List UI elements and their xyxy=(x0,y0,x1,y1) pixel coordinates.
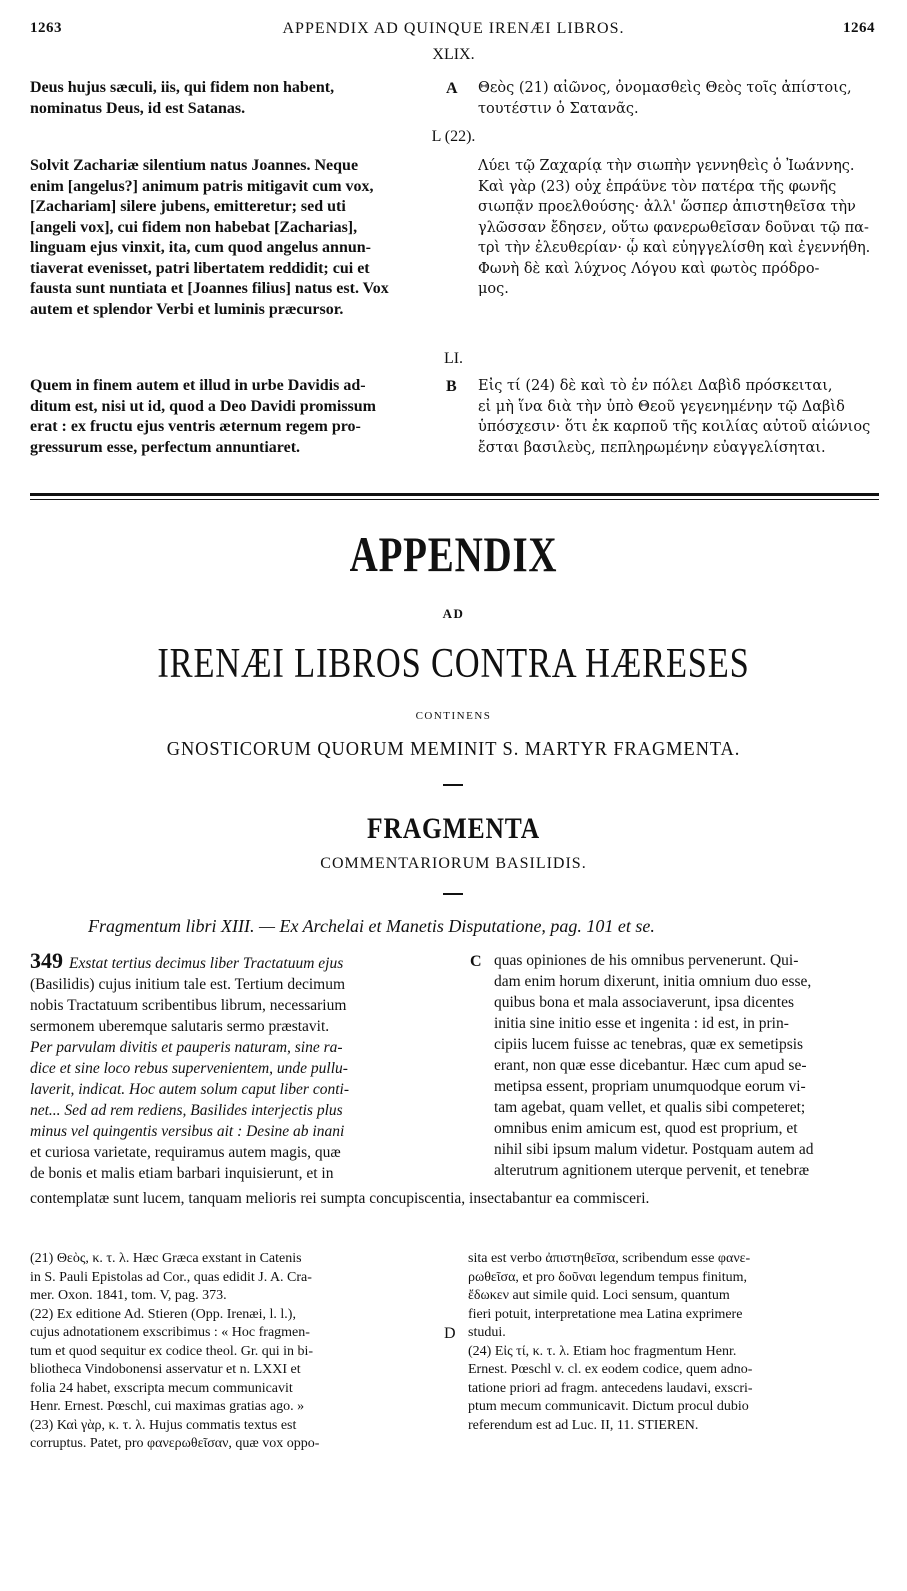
section-number: LI. xyxy=(443,350,464,367)
body-line: alterutrum agnitionem uterque pervenit, et tenebræ xyxy=(494,1162,810,1179)
body-line: cipiis lucem fuisse ac tenebras, quæ ex semetipsis xyxy=(494,1036,804,1053)
text-line: μος. xyxy=(478,281,509,297)
text-line: [Zachariam] silere jubens, emitteretur; sed uti xyxy=(30,198,346,215)
margin-marker: B xyxy=(446,378,457,395)
title-irenaei: IRENÆI LIBROS CONTRA HÆRESES xyxy=(157,641,750,687)
text-line: erat : ex fructu ejus ventris æternum regem pro- xyxy=(30,418,361,435)
body-line: laverit, indicat. Hoc autem solum caput liber conti- xyxy=(30,1081,349,1098)
title-dash-2 xyxy=(443,893,463,895)
text-line: τουτέστιν ὁ Σατανᾶς. xyxy=(478,100,639,117)
text-line: nominatus Deus, id est Satanas. xyxy=(30,99,246,117)
title-appendix: APPENDIX xyxy=(349,526,558,582)
text-line: autem et splendor Verbi et luminis præcursor. xyxy=(30,300,344,318)
text-line: ἔσται βασιλεὺς, πεπληρωμένην εὐαγγελίσηται. xyxy=(478,439,826,456)
section-number: L (22). xyxy=(431,128,476,145)
note-line: in S. Pauli Epistolas ad Cor., quas edidit J. A. Cra- xyxy=(30,1269,312,1285)
text-line: fausta sunt nuntiata et [Joannes filius] natus est. Vox xyxy=(30,280,389,297)
body-line: metipsa essent, propriam unumquodque eorum vi- xyxy=(494,1078,806,1095)
body-line: dam enim horum dixerunt, initia omnium duo esse, xyxy=(494,973,812,990)
text-line: ὑπόσχεσιν· ὅτι ἐκ καρποῦ τῆς κοιλίας αὐτοῦ αἰώνιος xyxy=(478,419,871,435)
note-line: studui. xyxy=(468,1325,506,1340)
fragmenta-block xyxy=(0,812,907,846)
running-title: APPENDIX AD QUINQUE IRENÆI LIBROS. xyxy=(282,20,625,37)
text-line: Θεὸς (21) αἰῶνος, ὀνομασθεὶς Θεὸς τοῖς ἀπίστοις, xyxy=(478,80,852,96)
double-rule-top xyxy=(30,493,879,496)
note-line: (23) Καὶ γὰρ, κ. τ. λ. Hujus commatis textus est xyxy=(30,1417,297,1433)
note-line: bliotheca Vindobonensi asservatur et n. LXXI et xyxy=(30,1362,301,1377)
body-line: quas opiniones de his omnibus pervenerunt. Qui- xyxy=(494,952,799,969)
section-greek xyxy=(478,78,878,119)
note-line: fieri potuit, interpretatione mea Latina exprimere xyxy=(468,1306,743,1322)
body-left-column xyxy=(30,950,450,1184)
text-line: tiaverat evenisset, patri libertatem reddidit; cui et xyxy=(30,259,370,277)
body-line: erant, non quæ esse dicebantur. Hæc cum apud se- xyxy=(494,1057,807,1074)
note-line: ρωθεῖσα, et pro δοῦναι legendum tempus finitum, xyxy=(468,1269,748,1285)
page-number-left: 1263 xyxy=(30,20,62,36)
text-line: τρὶ τὴν ἐλευθερίαν· ᾧ καὶ εὐηγγελίσθη καὶ ἐγεννήθη. xyxy=(478,240,871,256)
note-line: sita est verbo ἀπιστηθεῖσα, scribendum esse φανε- xyxy=(468,1251,751,1266)
notes-margin-marker: D xyxy=(444,1325,456,1342)
body-line: omnibus enim amicum est, quod est proprium, et xyxy=(494,1120,798,1137)
title-fragmenta: FRAGMENTA xyxy=(367,812,540,845)
text-line: εἰ μὴ ἵνα διὰ τὴν ὑπὸ Θεοῦ γεγενημένην τῷ Δαβὶδ xyxy=(478,398,845,415)
body-margin-marker: C xyxy=(470,953,482,970)
section-latin xyxy=(30,78,440,119)
title-gnosticorum: GNOSTICORUM QUORUM MEMINIT S. MARTYR FRAGMENTA. xyxy=(166,738,741,760)
text-line: Deus hujus sæculi, iis, qui fidem non habent, xyxy=(30,79,335,96)
body-line: tam agebat, quam vellet, et qualis sibi competeret; xyxy=(494,1099,806,1116)
appendix-title xyxy=(0,525,907,583)
body-line: initia sine initio esse et ingenita : id est, in prin- xyxy=(494,1015,789,1032)
title-dash-1 xyxy=(443,784,463,786)
double-rule-bottom xyxy=(30,499,879,500)
title-continens: CONTINENS xyxy=(415,710,492,722)
text-line: gressurum esse, perfectum annuntiaret. xyxy=(30,438,301,456)
body-line: quibus bona et mala associaverunt, ipsa dicentes xyxy=(494,994,795,1011)
text-line: σιωπᾷν προελθούσης· ἀλλ' ὥσπερ ἀπιστηθεῖσα τὴν xyxy=(478,199,856,215)
note-line: cujus adnotationem exscribimus : « Hoc fragmen- xyxy=(30,1325,310,1340)
body-line: nobis Tractatuum scribentibus librum, necessarium xyxy=(30,997,347,1014)
text-line: linguam ejus vinxit, ita, cum quod angelus annun- xyxy=(30,239,371,256)
note-line: (24) Εἰς τί, κ. τ. λ. Etiam hoc fragmentum Henr. xyxy=(468,1343,737,1359)
note-line: referendum est ad Luc. II, 11. STIEREN. xyxy=(468,1417,699,1433)
note-line: (22) Ex editione Ad. Stieren (Opp. Irenæi, l. l.), xyxy=(30,1306,296,1322)
body-line: net... Sed ad rem rediens, Basilides interjectis plus xyxy=(30,1102,343,1119)
note-line: ἔδωκεν aut simile quid. Loci sensum, quantum xyxy=(468,1288,730,1303)
text-line: Καὶ γὰρ (23) οὐχ ἐπράϋνε τὸν πατέρα τῆς φωνῆς xyxy=(478,178,837,195)
body-line: 349 Exstat tertius decimus liber Tractatuum ejus xyxy=(30,950,344,973)
title-irenaei-block xyxy=(0,640,907,688)
note-line: tatione priori ad fragm. antecedens laudavi, exscri- xyxy=(468,1380,753,1396)
note-line: mer. Oxon. 1841, tom. V, pag. 373. xyxy=(30,1288,227,1303)
text-line: Εἰς τί (24) δὲ καὶ τὸ ἐν πόλει Δαβὶδ πρόσκειται, xyxy=(478,378,833,394)
text-line: ditum est, nisi ut id, quod a Deo Davidi promissum xyxy=(30,397,376,415)
text-line: [angeli vox], cui fidem non habebat [Zacharias], xyxy=(30,218,358,236)
body-line: de bonis et malis etiam barbari inquisierunt, et in xyxy=(30,1165,334,1182)
note-line: tum et quod sequitur ex codice theol. Gr. qui in bi- xyxy=(30,1343,314,1359)
body-full-line: contemplatæ sunt lucem, tanquam melioris rei sumpta concupiscentia, insectabantur ea commisceri. xyxy=(30,1190,650,1207)
note-line: ptum mecum communicavit. Dictum procul dubio xyxy=(468,1399,749,1414)
text-line: γλῶσσαν ἔδησεν, οὕτω φανερωθεῖσαν δοῦναι τῷ πα- xyxy=(478,219,869,236)
note-line: Ernest. Pœschl v. cl. ex eodem codice, quem adno- xyxy=(468,1362,753,1377)
section-greek xyxy=(478,156,878,300)
fragment-subheading xyxy=(88,916,848,937)
body-line: et curiosa varietate, requiramus autem magis, quæ xyxy=(30,1144,341,1161)
text-line: Quem in finem autem et illud in urbe Davidis ad- xyxy=(30,377,366,394)
text-line: Solvit Zachariæ silentium natus Joannes. Neque xyxy=(30,157,359,174)
margin-marker: A xyxy=(446,80,458,97)
section-greek xyxy=(478,376,878,458)
body-line: sermonem uberemque salutaris sermo præstavit. xyxy=(30,1018,330,1035)
notes-right-column xyxy=(468,1250,880,1435)
page-number-right: 1264 xyxy=(843,20,875,36)
text-line: enim [angelus?] animum patris mitigavit cum vox, xyxy=(30,177,374,195)
body-line: minus vel quingentis versibus ait : Desine ab inani xyxy=(30,1123,345,1140)
section-number: XLIX. xyxy=(432,46,475,63)
body-right-column xyxy=(494,950,879,1181)
notes-left-column xyxy=(30,1250,450,1454)
body-line: (Basilidis) cujus initium tale est. Tertium decimum xyxy=(30,976,346,993)
subheading-text: Fragmentum libri XIII. — Ex Archelai et Manetis Disputatione, pag. 101 et se. xyxy=(88,916,655,936)
section-latin xyxy=(30,156,440,320)
body-line: Per parvulam divitis et pauperis naturam, sine ra- xyxy=(30,1039,343,1056)
title-commentariorum: COMMENTARIORUM BASILIDIS. xyxy=(320,855,587,872)
note-line: Henr. Ernest. Pœschl, cui maximas gratias ago. » xyxy=(30,1399,305,1414)
body-line: dice et sine loco rebus supervenientem, unde pullu- xyxy=(30,1060,348,1077)
body-line: nihil sibi ipsum malum videtur. Postquam autem ad xyxy=(494,1141,814,1158)
note-line: (21) Θεὸς, κ. τ. λ. Hæc Græca exstant in Catenis xyxy=(30,1251,302,1266)
section-latin xyxy=(30,376,440,458)
text-line: Λύει τῷ Ζαχαρίᾳ τὴν σιωπὴν γεννηθεὶς ὁ Ἰωάννης. xyxy=(478,158,855,174)
column-number: 349 xyxy=(30,950,63,973)
note-line: folia 24 habet, exscripta mecum communicavit xyxy=(30,1380,293,1396)
title-gnosticorum-block xyxy=(0,738,907,761)
text-line: Φωνὴ δὲ καὶ λύχνος Λόγου καὶ φωτὸς πρόδρο- xyxy=(478,260,820,277)
title-ad: AD xyxy=(442,606,465,621)
note-line: corruptus. Patet, pro φανερωθεῖσαν, quæ vox oppo- xyxy=(30,1436,320,1451)
